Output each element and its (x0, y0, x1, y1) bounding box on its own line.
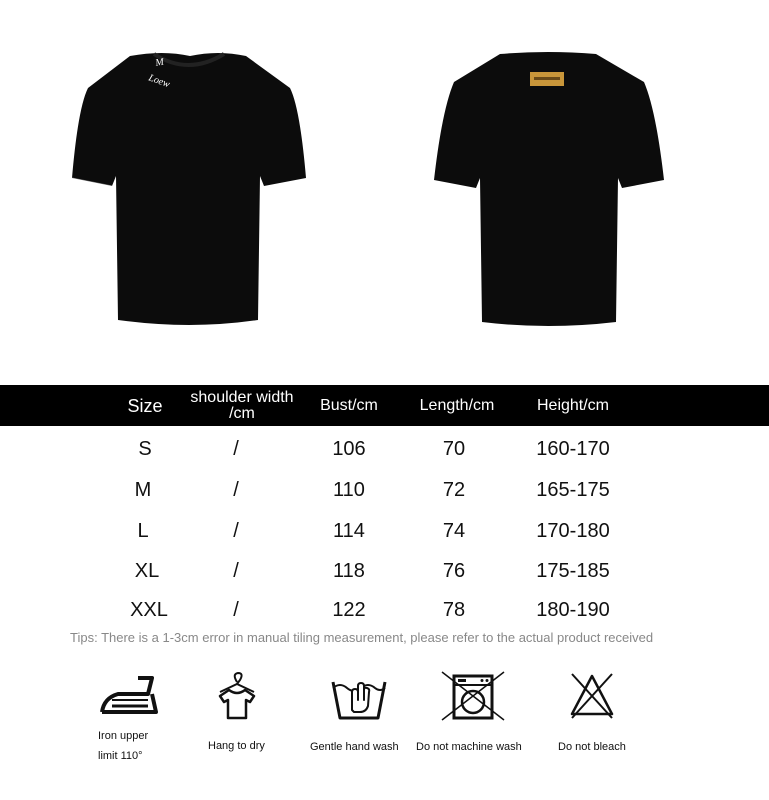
tshirt-back-image (430, 50, 668, 330)
size-cell: M (134, 478, 152, 501)
length-cell: 74 (442, 519, 466, 542)
bust-cell: 114 (333, 519, 365, 542)
header-length: Length/cm (419, 396, 495, 414)
hand-wash-icon (330, 670, 388, 727)
svg-text:Loew: Loew (146, 72, 172, 91)
iron-icon (98, 670, 160, 723)
length-cell: 72 (442, 478, 466, 501)
header-shoulder-width: shoulder width /cm (190, 388, 294, 422)
bust-cell: 110 (333, 478, 365, 501)
length-cell: 78 (442, 598, 466, 621)
no-machine-wash-icon (440, 670, 506, 727)
care-label: limit 110° (98, 750, 143, 762)
length-cell: 76 (442, 559, 466, 582)
shoulder-cell: / (233, 559, 239, 582)
care-label: Iron upper (98, 730, 149, 742)
shoulder-cell: / (233, 598, 239, 621)
header-bust: Bust/cm (320, 396, 378, 414)
care-label: Do not machine wash (416, 741, 522, 753)
shoulder-cell: / (233, 519, 239, 542)
size-cell: S (138, 437, 152, 460)
bust-cell: 106 (332, 437, 366, 460)
height-cell: 165-175 (536, 478, 610, 501)
size-cell: L (137, 519, 149, 542)
tshirt-front-image (68, 48, 310, 333)
table-row (0, 432, 769, 466)
shoulder-cell: / (233, 478, 239, 501)
care-label: Gentle hand wash (310, 741, 399, 753)
care-label: Do not bleach (558, 741, 626, 753)
table-row (0, 554, 769, 588)
header-size: Size (127, 395, 163, 416)
measurement-tips: Tips: There is a 1-3cm error in manual tiling measurement, please refer to the actual product received (70, 630, 654, 645)
header-height: Height/cm (536, 396, 610, 414)
table-row (0, 593, 769, 627)
height-cell: 170-180 (536, 519, 610, 542)
size-cell: XXL (130, 598, 168, 621)
hanger-icon (216, 670, 258, 727)
no-bleach-icon (568, 670, 616, 725)
care-label: Hang to dry (208, 740, 265, 752)
bust-cell: 118 (333, 559, 365, 582)
svg-text:M: M (154, 56, 165, 69)
height-cell: 175-185 (536, 559, 610, 582)
table-row (0, 514, 769, 548)
height-cell: 160-170 (536, 437, 610, 460)
bust-cell: 122 (332, 598, 366, 621)
shoulder-cell: / (233, 437, 239, 460)
size-cell: XL (134, 559, 160, 582)
table-row (0, 473, 769, 507)
length-cell: 70 (442, 437, 466, 460)
size-table-header (0, 385, 769, 426)
height-cell: 180-190 (536, 598, 610, 621)
